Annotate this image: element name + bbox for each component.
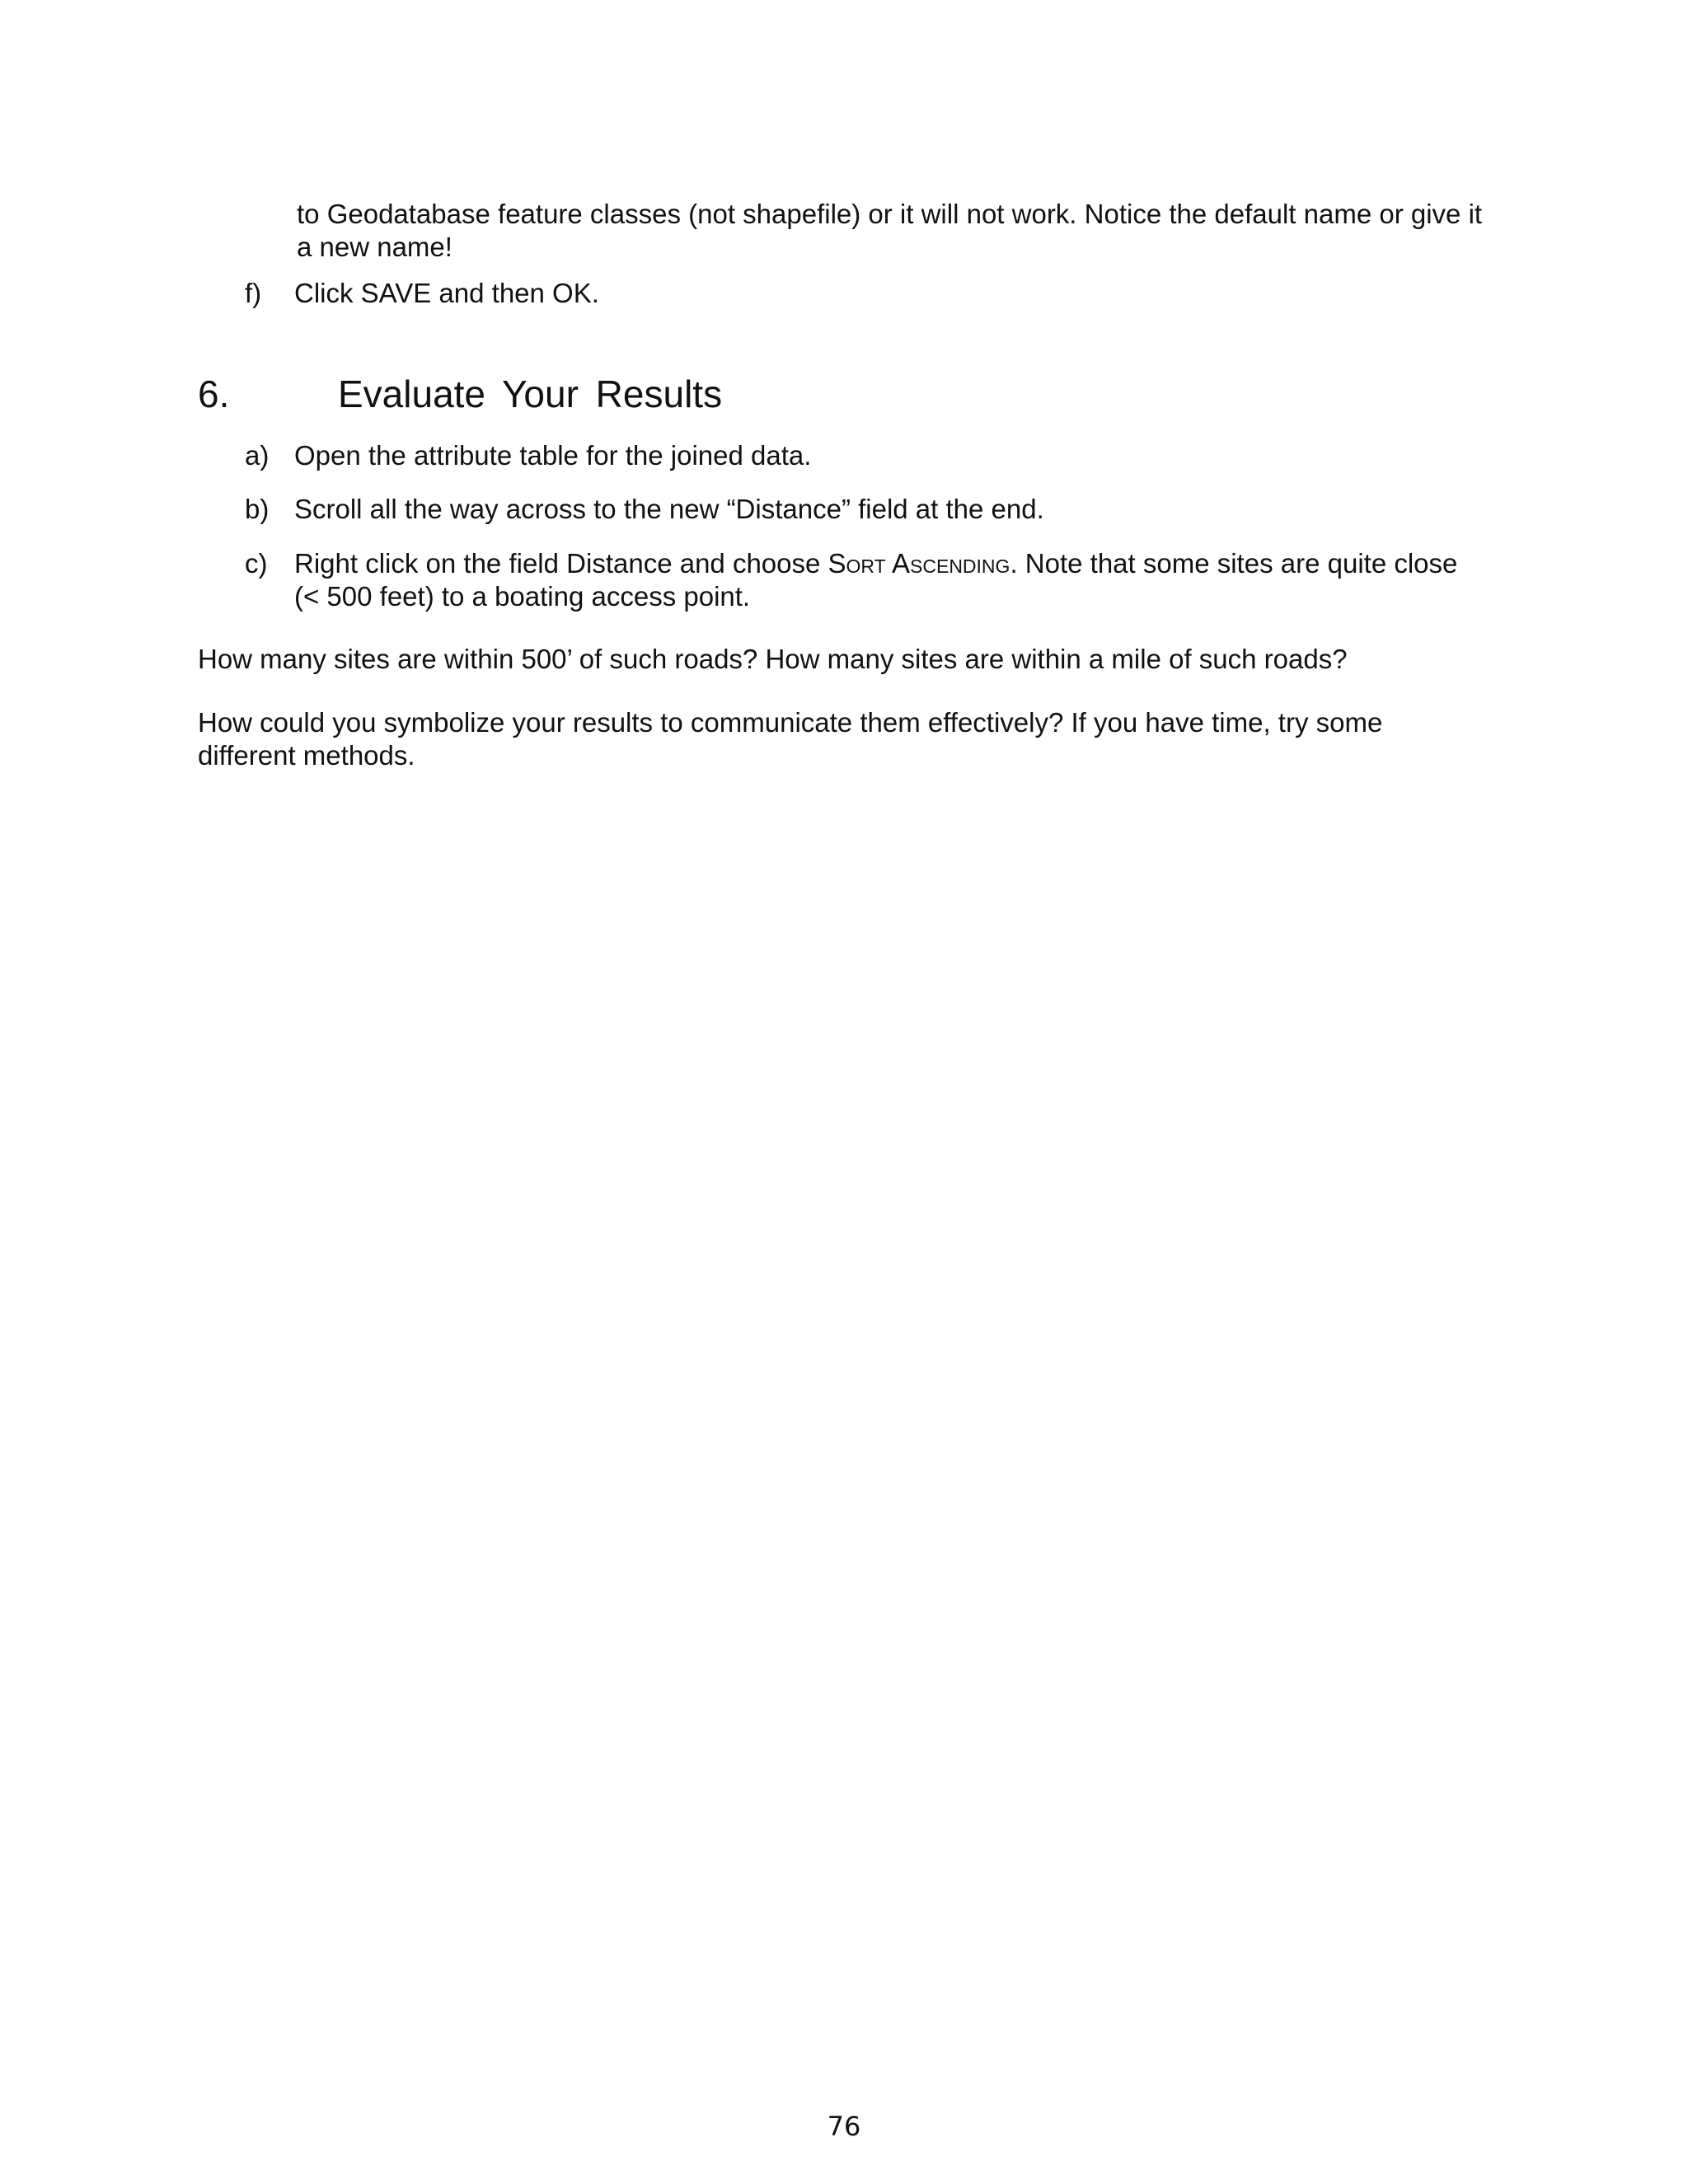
list-item-text	[294, 547, 1489, 613]
menu-command-text: Sort Ascending	[828, 548, 1010, 579]
question-paragraph-2: How could you symbolize your results to communicate them effectively? If you have time, try some different methods.	[198, 707, 1383, 771]
text-segment: Right click on the field Distance and choose	[294, 548, 828, 579]
list-item-text: Click SAVE and then OK.	[294, 278, 599, 308]
list-item-f	[245, 277, 1498, 310]
list-item-text: Open the attribute table for the joined data.	[294, 440, 812, 471]
list-marker: c)	[245, 548, 268, 579]
list-item-b	[245, 493, 1498, 526]
list-marker: b)	[245, 494, 270, 524]
list-marker: a)	[245, 440, 270, 471]
question-paragraph-1: How many sites are within 500’ of such roads? How many sites are within a mile of such roads?	[198, 644, 1348, 674]
list-item-text: Scroll all the way across to the new “Distance” field at the end.	[294, 494, 1044, 524]
continuation-paragraph: to Geodatabase feature classes (not shapefile) or it will not work. Notice the default name or give it a new name!	[297, 199, 1483, 262]
section-number: 6.	[198, 373, 230, 415]
list-item-a	[245, 439, 1498, 472]
text-segment: . Note that some sites are quite close (< 500 feet) to a boating access point.	[294, 548, 1458, 612]
list-marker: f)	[245, 278, 262, 308]
list-item-c	[245, 547, 1498, 613]
page-number: 76	[827, 2111, 861, 2142]
section-heading: Evaluate Your Results	[338, 373, 723, 415]
